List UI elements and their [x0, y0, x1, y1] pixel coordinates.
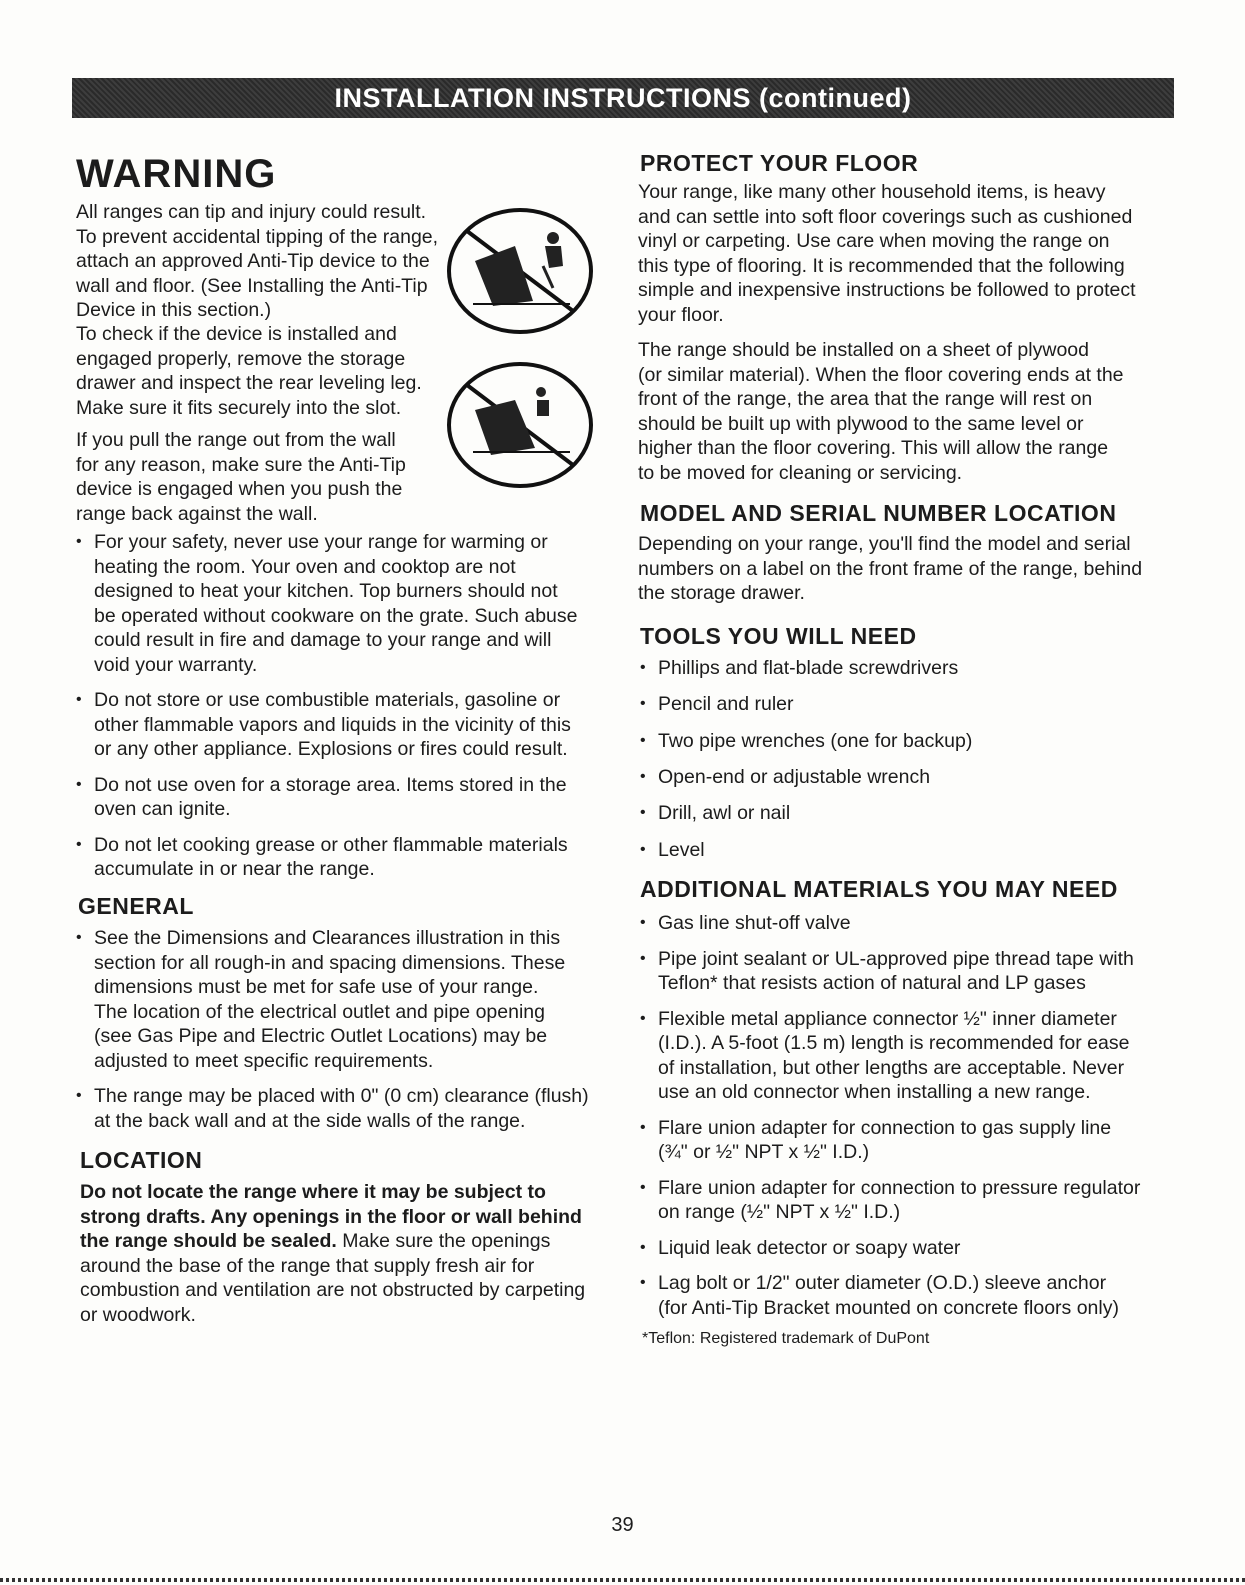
- warning-bullet-1-line: heating the room. Your oven and cooktop are not: [94, 555, 516, 578]
- location-mixed-line: [80, 1229, 550, 1253]
- no-tipping-door-icon: [445, 360, 595, 490]
- warning-p3-line: If you pull the range out from the wall: [76, 429, 396, 451]
- protect-p2-line: The range should be installed on a sheet of plywood: [638, 339, 1089, 361]
- protect-p2-line: (or similar material). When the floor covering ends at the: [638, 363, 1124, 386]
- no-tipping-range-icon: [445, 206, 595, 336]
- page-number: 39: [611, 1514, 634, 1536]
- materials-heading: ADDITIONAL MATERIALS YOU MAY NEED: [640, 876, 1118, 902]
- warning-bullet-4-line: • Do not let cooking grease or other flammable materials: [76, 833, 568, 857]
- tool-item-4-line: • Open-end or adjustable wrench: [640, 765, 930, 789]
- material-bullet-7-line: • Lag bolt or 1/2" outer diameter (O.D.) sleeve anchor: [640, 1271, 1106, 1295]
- warning-bullet-1-line: could result in fire and damage to your range and will: [94, 629, 552, 651]
- warning-p1-line: wall and floor. (See Installing the Anti-Tip: [76, 274, 428, 297]
- warning-p3-line: device is engaged when you push the: [76, 478, 403, 500]
- location-bold-line: Do not locate the range where it may be subject to: [80, 1181, 546, 1203]
- material-bullet-5-line: on range (½" NPT x ½" I.D.): [658, 1201, 901, 1223]
- location-body-line: around the base of the range that supply fresh air for: [80, 1254, 535, 1277]
- material-bullet-2-line: Teflon* that resists action of natural and LP gases: [658, 972, 1086, 994]
- tool-item-1-line: • Phillips and flat-blade screwdrivers: [640, 656, 958, 680]
- general-bullet-1-line: (see Gas Pipe and Electric Outlet Locations) may be: [94, 1025, 548, 1047]
- protect-floor-heading: PROTECT YOUR FLOOR: [640, 150, 919, 176]
- protect-p1-line: simple and inexpensive instructions be followed to protect: [638, 279, 1136, 301]
- page-edge-rule: [0, 1578, 1245, 1582]
- general-bullet-1-line: • See the Dimensions and Clearances illustration in this: [76, 926, 560, 950]
- warning-bullet-3-line: oven can ignite.: [94, 798, 231, 820]
- warning-bullet-1-line: void your warranty.: [94, 653, 258, 676]
- protect-p1-line: this type of flooring. It is recommended that the following: [638, 254, 1125, 277]
- general-bullet-1-line: adjusted to meet specific requirements.: [94, 1049, 434, 1072]
- location-body-line: combustion and ventilation are not obstructed by carpeting: [80, 1279, 586, 1301]
- general-bullet-1-line: section for all rough-in and spacing dimensions. These: [94, 951, 566, 974]
- warning-p1-line: To prevent accidental tipping of the range,: [76, 225, 439, 248]
- tool-item-6-line: • Level: [640, 838, 705, 862]
- protect-p2-line: front of the range, the area that the range will rest on: [638, 388, 1093, 410]
- material-bullet-4-line: • Flare union adapter for connection to gas supply line: [640, 1116, 1111, 1140]
- material-bullet-7-line: (for Anti-Tip Bracket mounted on concrete floors only): [658, 1296, 1119, 1319]
- warning-bullet-1-line: • For your safety, never use your range for warming or: [76, 530, 548, 554]
- location-bold-line: strong drafts. Any openings in the floor or wall behind: [80, 1205, 582, 1228]
- general-bullet-1-line: The location of the electrical outlet and pipe opening: [94, 1000, 545, 1023]
- material-bullet-3-line: use an old connector when installing a new range.: [658, 1081, 1091, 1103]
- tool-item-2-line: • Pencil and ruler: [640, 692, 794, 716]
- warning-bullet-1-line: designed to heat your kitchen. Top burners should not: [94, 580, 558, 602]
- material-bullet-1-line: • Gas line shut-off valve: [640, 911, 851, 935]
- material-bullet-3-line: of installation, but other lengths are acceptable. Never: [658, 1056, 1125, 1079]
- location-heading: LOCATION: [80, 1147, 203, 1173]
- material-bullet-6-line: • Liquid leak detector or soapy water: [640, 1236, 960, 1260]
- warning-title: WARNING: [76, 152, 277, 196]
- warning-p1-line: attach an approved Anti-Tip device to the: [76, 250, 430, 272]
- general-bullet-1-line: dimensions must be met for safe use of your range.: [94, 976, 539, 998]
- location-bold-tail: the range should be sealed.: [80, 1230, 337, 1252]
- general-heading: GENERAL: [78, 893, 194, 919]
- material-bullet-2-line: • Pipe joint sealant or UL-approved pipe thread tape with: [640, 947, 1134, 971]
- warning-bullet-3-line: • Do not use oven for a storage area. Items stored in the: [76, 773, 567, 797]
- location-body-line: or woodwork.: [80, 1303, 196, 1326]
- warning-bullet-2-line: or any other appliance. Explosions or fires could result.: [94, 738, 568, 760]
- warning-p2-line: engaged properly, remove the storage: [76, 347, 406, 370]
- warning-bullet-4-line: accumulate in or near the range.: [94, 858, 375, 880]
- warning-p1-line: All ranges can tip and injury could result.: [76, 201, 427, 223]
- warning-p3-line: for any reason, make sure the Anti-Tip: [76, 453, 406, 476]
- warning-bullet-1-line: be operated without cookware on the grate. Such abuse: [94, 604, 578, 627]
- general-bullet-2-line: • The range may be placed with 0" (0 cm) clearance (flush): [76, 1084, 589, 1108]
- protect-p1-line: and can settle into soft floor coverings such as cushioned: [638, 205, 1133, 228]
- material-bullet-3-line: • Flexible metal appliance connector ½" inner diameter: [640, 1007, 1117, 1031]
- warning-p1-line: Device in this section.): [76, 299, 272, 321]
- model-p1-line: the storage drawer.: [638, 582, 805, 604]
- teflon-footnote: *Teflon: Registered trademark of DuPont: [642, 1330, 930, 1347]
- warning-p2-line: Make sure it fits securely into the slot.: [76, 396, 402, 419]
- model-p1-line: Depending on your range, you'll find the model and serial: [638, 533, 1131, 555]
- warning-p2-line: To check if the device is installed and: [76, 323, 397, 345]
- section-banner: [72, 78, 1174, 118]
- material-bullet-5-line: • Flare union adapter for connection to pressure regulator: [640, 1176, 1140, 1200]
- protect-p2-line: should be built up with plywood to the same level or: [638, 412, 1084, 435]
- model-p1-line: numbers on a label on the front frame of the range, behind: [638, 557, 1143, 580]
- warning-bullet-2-line: • Do not store or use combustible materials, gasoline or: [76, 688, 560, 712]
- tools-heading: TOOLS YOU WILL NEED: [640, 623, 917, 649]
- location-normal-tail: Make sure the openings: [336, 1230, 551, 1252]
- warning-p3-line: range back against the wall.: [76, 502, 318, 525]
- model-serial-heading: MODEL AND SERIAL NUMBER LOCATION: [640, 500, 1117, 526]
- warning-bullet-2-line: other flammable vapors and liquids in the vicinity of this: [94, 713, 571, 736]
- protect-p2-line: higher than the floor covering. This will allow the range: [638, 437, 1109, 459]
- protect-p2-line: to be moved for cleaning or servicing.: [638, 461, 963, 484]
- protect-p1-line: your floor.: [638, 303, 724, 326]
- tool-item-3-line: • Two pipe wrenches (one for backup): [640, 729, 972, 753]
- protect-p1-line: Your range, like many other household items, is heavy: [638, 181, 1106, 203]
- general-bullet-2-line: at the back wall and at the side walls of the range.: [94, 1109, 526, 1132]
- tool-item-5-line: • Drill, awl or nail: [640, 801, 790, 825]
- material-bullet-4-line: (¾" or ½" NPT x ½" I.D.): [658, 1141, 870, 1163]
- material-bullet-3-line: (I.D.). A 5-foot (1.5 m) length is recommended for ease: [658, 1032, 1130, 1054]
- protect-p1-line: vinyl or carpeting. Use care when moving the range on: [638, 230, 1110, 252]
- warning-p2-line: drawer and inspect the rear leveling leg.: [76, 372, 422, 394]
- banner-title: INSTALLATION INSTRUCTIONS (continued): [334, 82, 912, 113]
